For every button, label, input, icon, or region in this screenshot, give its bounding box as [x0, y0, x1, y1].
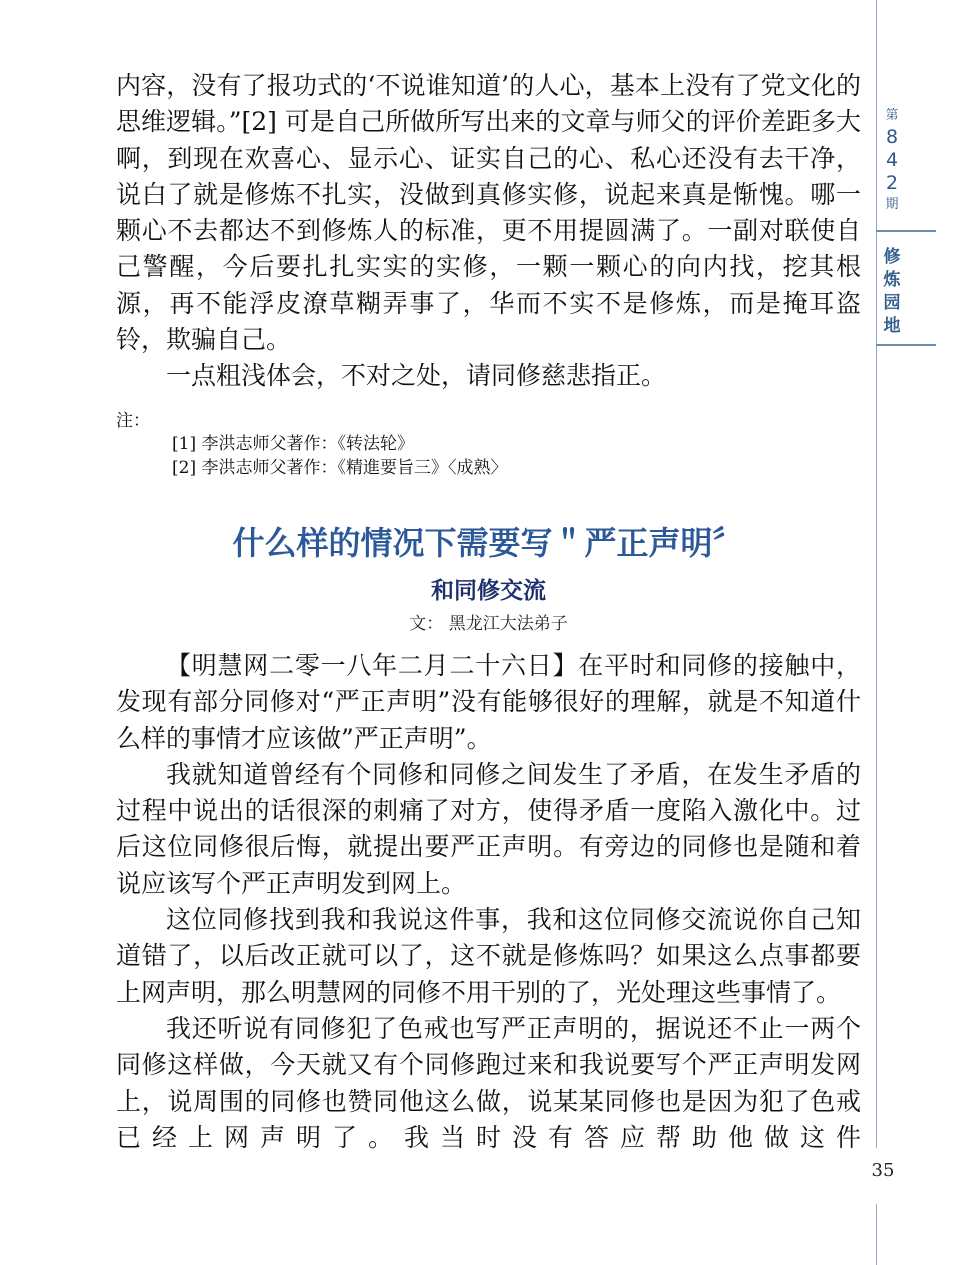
column-name [877, 246, 907, 338]
column-char: 地 [883, 316, 901, 336]
paragraph: 一点粗浅体会，不对之处，请同修慈悲指正。 [166, 361, 667, 391]
note-item: [2] 李洪志师父著作：《精進要旨三》〈成熟〉 [172, 458, 508, 478]
notes-label: 注： [116, 411, 150, 431]
issue-digit: 2 [885, 172, 899, 194]
paragraph: 【明慧网二零一八年二月二十六日】在平时和同修的接触中，发现有部分同修对“严正声明”没有能够很好的理解，就是不知道什么样的事情才应该做”严正声明”。 [116, 651, 861, 753]
issue-digit: 8 [885, 126, 899, 148]
paragraph: 我就知道曾经有个同修和同修之间发生了矛盾，在发生矛盾的过程中说出的话很深的刺痛了对方，使得矛盾一度陷入激化中。过后这位同修很后悔，就提出要严正声明。有旁边的同修也是随和着说应该写个严正声明发到网上。 [116, 759, 861, 898]
issue-prefix: 第 [885, 108, 899, 123]
article-title: 什么样的情况下需要写＂严正声明〞 [232, 524, 745, 562]
issue-suffix: 期 [885, 197, 899, 212]
issue-number [877, 106, 907, 215]
right-margin-rule-lower [876, 1204, 877, 1265]
column-char: 修 [883, 247, 901, 267]
note-item: [1] 李洪志师父著作：《转法轮》 [172, 434, 414, 454]
sidebar-divider-bottom [876, 344, 936, 346]
paragraph: 这位同修找到我和我说这件事，我和这位同修交流说你自己知道错了，以后改正就可以了，这不就是修炼吗？如果这么点事都要上网声明，那么明慧网的同修不用干别的了，光处理这些事情了。 [116, 905, 861, 1007]
paragraph: 我还听说有同修犯了色戒也写严正声明的，据说还不止一两个同修这样做，今天就又有个同修跑过来和我说要写个严正声明发网上，说周围的同修也赞同他这么做，说某某同修也是因为犯了色戒已经上网声明了。我当时没有答应帮助他做这件 [116, 1013, 861, 1152]
article-subtitle: 和同修交流 [431, 578, 546, 604]
article-body [116, 648, 861, 1156]
paragraph: 内容，没有了报功式的‘不说谁知道’的人心，基本上没有了党文化的思维逻辑。”[2] 可是自己所做所写出来的文章与师父的评价差距多大啊，到现在欢喜心、显示心、证实自己的心、私心还没有去干净，说白了就是修炼不扎实，没做到真修实修，说起来真是惭愧。哪一颗心不去都达不到修炼人的标准，更不用提圆满了。一副对联使自己警醒，今后要扎扎实实的实修，一颗一颗心的向内找，挖其根源，再不能浮皮潦草糊弄事了，华而不实不是修炼，而是掩耳盗铃，欺骗自己。 [116, 71, 861, 355]
sidebar-divider-top [876, 230, 936, 232]
column-char: 炼 [883, 270, 901, 290]
page-number: 35 [871, 1160, 895, 1181]
column-char: 园 [883, 293, 901, 313]
issue-digit: 4 [885, 149, 899, 171]
article-byline: 文： 黑龙江大法弟子 [409, 614, 568, 634]
footnotes [116, 410, 816, 480]
previous-article-ending [116, 68, 861, 395]
